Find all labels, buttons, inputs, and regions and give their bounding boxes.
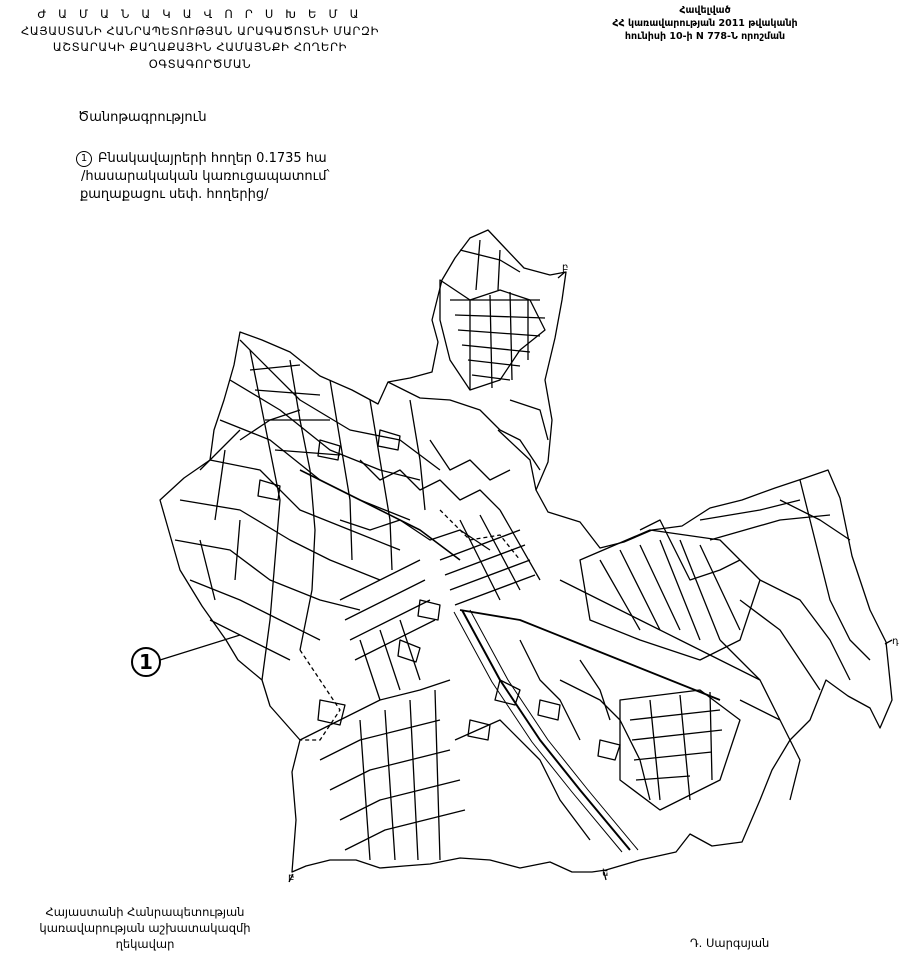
railway-line xyxy=(462,610,630,850)
title-line-2: ՀԱՅԱՍՏԱՆԻ ՀԱՆՐԱՊԵՏՈՒԹՅԱՆ ԱՐԱԳԱԾՈՏՆԻ ՄԱՐԶԻ xyxy=(20,23,379,38)
legend-item-note-2: քաղաքացու սեփ. հողերից/ xyxy=(80,187,269,202)
map-marker-1: 1 xyxy=(131,647,161,677)
signature-line-3: ղեկավար xyxy=(115,937,175,951)
legend-item-number: 1 xyxy=(76,151,92,167)
community-boundary xyxy=(160,230,892,872)
legend-item-note-1: /հասարակական կառուցապատում՝ xyxy=(81,169,330,184)
title-line-1: Ժ Ա Մ Ա Ն Ա Կ Ա Վ Ո Ր Ս Խ Ե Մ Ա xyxy=(37,7,363,21)
approval-note xyxy=(575,4,835,43)
legend-item-label: Բնակավայրերի հողեր 0.1735 հա xyxy=(98,151,327,166)
title-line-4: ՕԳՏԱԳՈՐԾՄԱՆ xyxy=(148,56,252,71)
edge-letter-southwest: բ xyxy=(288,872,295,883)
signature-title xyxy=(0,904,290,952)
legend-title: Ծանոթագրություն xyxy=(78,110,207,125)
approval-line-3: հունիսի 10-ի N 778-Ն որոշման xyxy=(624,31,786,42)
legend-item xyxy=(76,150,330,204)
approval-line-2: ՀՀ կառավարության 2011 թվականի xyxy=(612,18,798,29)
title-line-3: ԱՇՏԱՐԱԿԻ ՔԱՂԱՔԱՅԻՆ ՀԱՄԱՅՆՔԻ ՀՈՂԵՐԻ xyxy=(52,40,348,54)
signatory-name: Դ. Սարգսյան xyxy=(690,936,770,950)
signature-line-2: կառավարության աշխատակազմի xyxy=(39,921,251,935)
edge-letter-east: դ xyxy=(892,636,899,647)
approval-line-1: Հավելված xyxy=(679,5,731,16)
edge-letter-south: ե xyxy=(602,868,609,879)
schema-title xyxy=(0,6,400,72)
edge-letter-north: բ xyxy=(562,262,569,273)
signature-line-1: Հայաստանի Հանրապետության xyxy=(45,905,245,919)
marker-leader xyxy=(160,635,240,660)
